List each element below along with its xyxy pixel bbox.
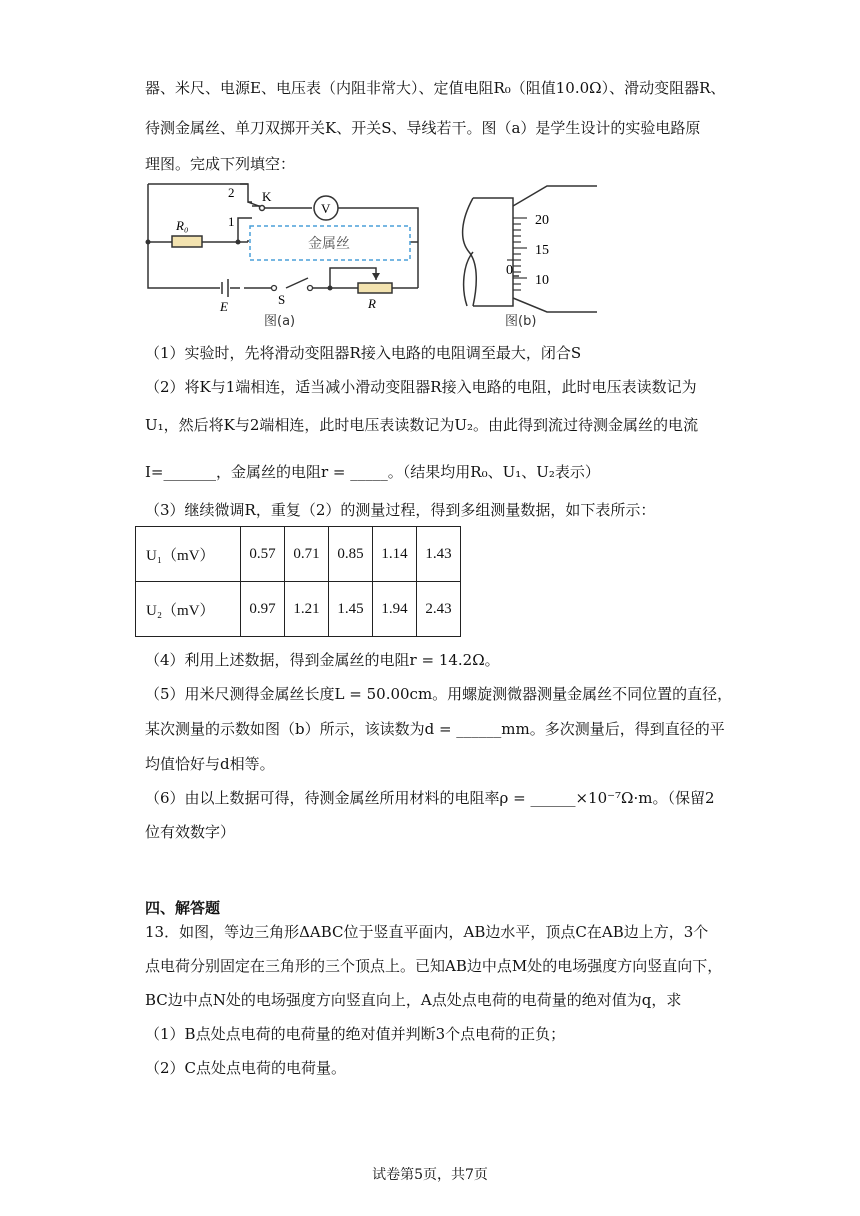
zero-mark: 0 bbox=[506, 263, 513, 278]
question-5-line-3: 均值恰好与d相等。 bbox=[145, 755, 275, 773]
problem-13-line-2: 点电荷分别固定在三角形的三个顶点上。已知AB边中点M处的电场强度方向竖直向下， bbox=[145, 957, 723, 975]
tick-label-10: 10 bbox=[535, 273, 549, 288]
voltmeter-icon: V bbox=[321, 201, 331, 216]
label-r0: R₀ bbox=[176, 218, 189, 233]
table-cell: 1.14 bbox=[373, 527, 417, 582]
table-row bbox=[136, 527, 461, 582]
question-5-line-1: （5）用米尺测得金属丝长度L = 50.00cm。用螺旋测微器测量金属丝不同位置的直径， bbox=[145, 685, 733, 703]
label-terminal-1: 1 bbox=[228, 214, 235, 229]
table-cell: 1.21 bbox=[285, 582, 329, 637]
problem-13-sub-2: （2）C点处点电荷的电荷量。 bbox=[145, 1059, 347, 1077]
label-battery-e: E bbox=[220, 299, 228, 314]
circuit-diagram bbox=[140, 180, 430, 330]
problem-13-line-1: 13．如图，等边三角形ΔABC位于竖直平面内，AB边水平，顶点C在AB边上方，3个 bbox=[145, 923, 709, 941]
label-rheostat-r: R bbox=[368, 296, 376, 311]
intro-line-2: 待测金属丝、单刀双掷开关K、开关S、导线若干。图（a）是学生设计的实验电路原 bbox=[145, 119, 701, 137]
question-6-line-1: （6）由以上数据可得，待测金属丝所用材料的电阻率ρ = ______×10⁻⁷Ω·m。（保留2 bbox=[145, 789, 715, 807]
question-1: （1）实验时，先将滑动变阻器R接入电路的电阻调至最大，闭合S bbox=[145, 344, 582, 362]
micrometer-diagram bbox=[455, 180, 605, 330]
caption-figure-a: 图(a) bbox=[264, 314, 296, 329]
question-2-line-3: I=_______，金属丝的电阻r = _____。（结果均用R₀、U₁、U₂表示） bbox=[145, 463, 600, 481]
problem-13-line-3: BC边中点N处的电场强度方向竖直向上，A点处点电荷的电荷量的绝对值为q，求 bbox=[145, 991, 682, 1009]
table-cell: 1.45 bbox=[329, 582, 373, 637]
label-metal-wire: 金属丝 bbox=[308, 236, 350, 252]
question-6-line-2: 位有效数字） bbox=[145, 823, 236, 841]
table-cell: 0.57 bbox=[241, 527, 285, 582]
label-terminal-2: 2 bbox=[228, 185, 235, 200]
tick-label-15: 15 bbox=[535, 243, 549, 258]
table-row bbox=[136, 582, 461, 637]
table-cell: 1.43 bbox=[417, 527, 461, 582]
table-cell: 0.85 bbox=[329, 527, 373, 582]
table-header-u1: U₁（mV） bbox=[136, 527, 241, 582]
section-heading: 四、解答题 bbox=[145, 899, 221, 917]
label-switch-k: K bbox=[262, 189, 272, 204]
tick-label-20: 20 bbox=[535, 213, 549, 228]
page-footer: 试卷第5页，共7页 bbox=[372, 1167, 488, 1183]
label-switch-s: S bbox=[278, 292, 286, 307]
table-header-u2: U₂（mV） bbox=[136, 582, 241, 637]
caption-figure-b: 图(b) bbox=[505, 314, 537, 329]
question-5-line-2: 某次测量的示数如图（b）所示，该读数为d = ______mm。多次测量后，得到直径的平 bbox=[145, 720, 725, 738]
table-cell: 2.43 bbox=[417, 582, 461, 637]
question-2-line-2: U₁，然后将K与2端相连，此时电压表读数记为U₂。由此得到流过待测金属丝的电流 bbox=[145, 416, 699, 434]
intro-line-1: 器、米尺、电源E、电压表（内阻非常大）、定值电阻R₀（阻值10.0Ω）、滑动变阻器R、 bbox=[145, 79, 726, 97]
intro-line-3: 理图。完成下列填空： bbox=[145, 155, 296, 173]
question-4: （4）利用上述数据，得到金属丝的电阻r = 14.2Ω。 bbox=[145, 651, 500, 669]
question-2-line-1: （2）将K与1端相连，适当减小滑动变阻器R接入电路的电阻，此时电压表读数记为 bbox=[145, 378, 697, 396]
problem-13-sub-1: （1）B点处点电荷的电荷量的绝对值并判断3个点电荷的正负； bbox=[145, 1025, 566, 1043]
table-cell: 0.71 bbox=[285, 527, 329, 582]
table-cell: 1.94 bbox=[373, 582, 417, 637]
measurement-table bbox=[135, 526, 461, 637]
question-3: （3）继续微调R，重复（2）的测量过程，得到多组测量数据，如下表所示： bbox=[145, 501, 656, 519]
table-cell: 0.97 bbox=[241, 582, 285, 637]
